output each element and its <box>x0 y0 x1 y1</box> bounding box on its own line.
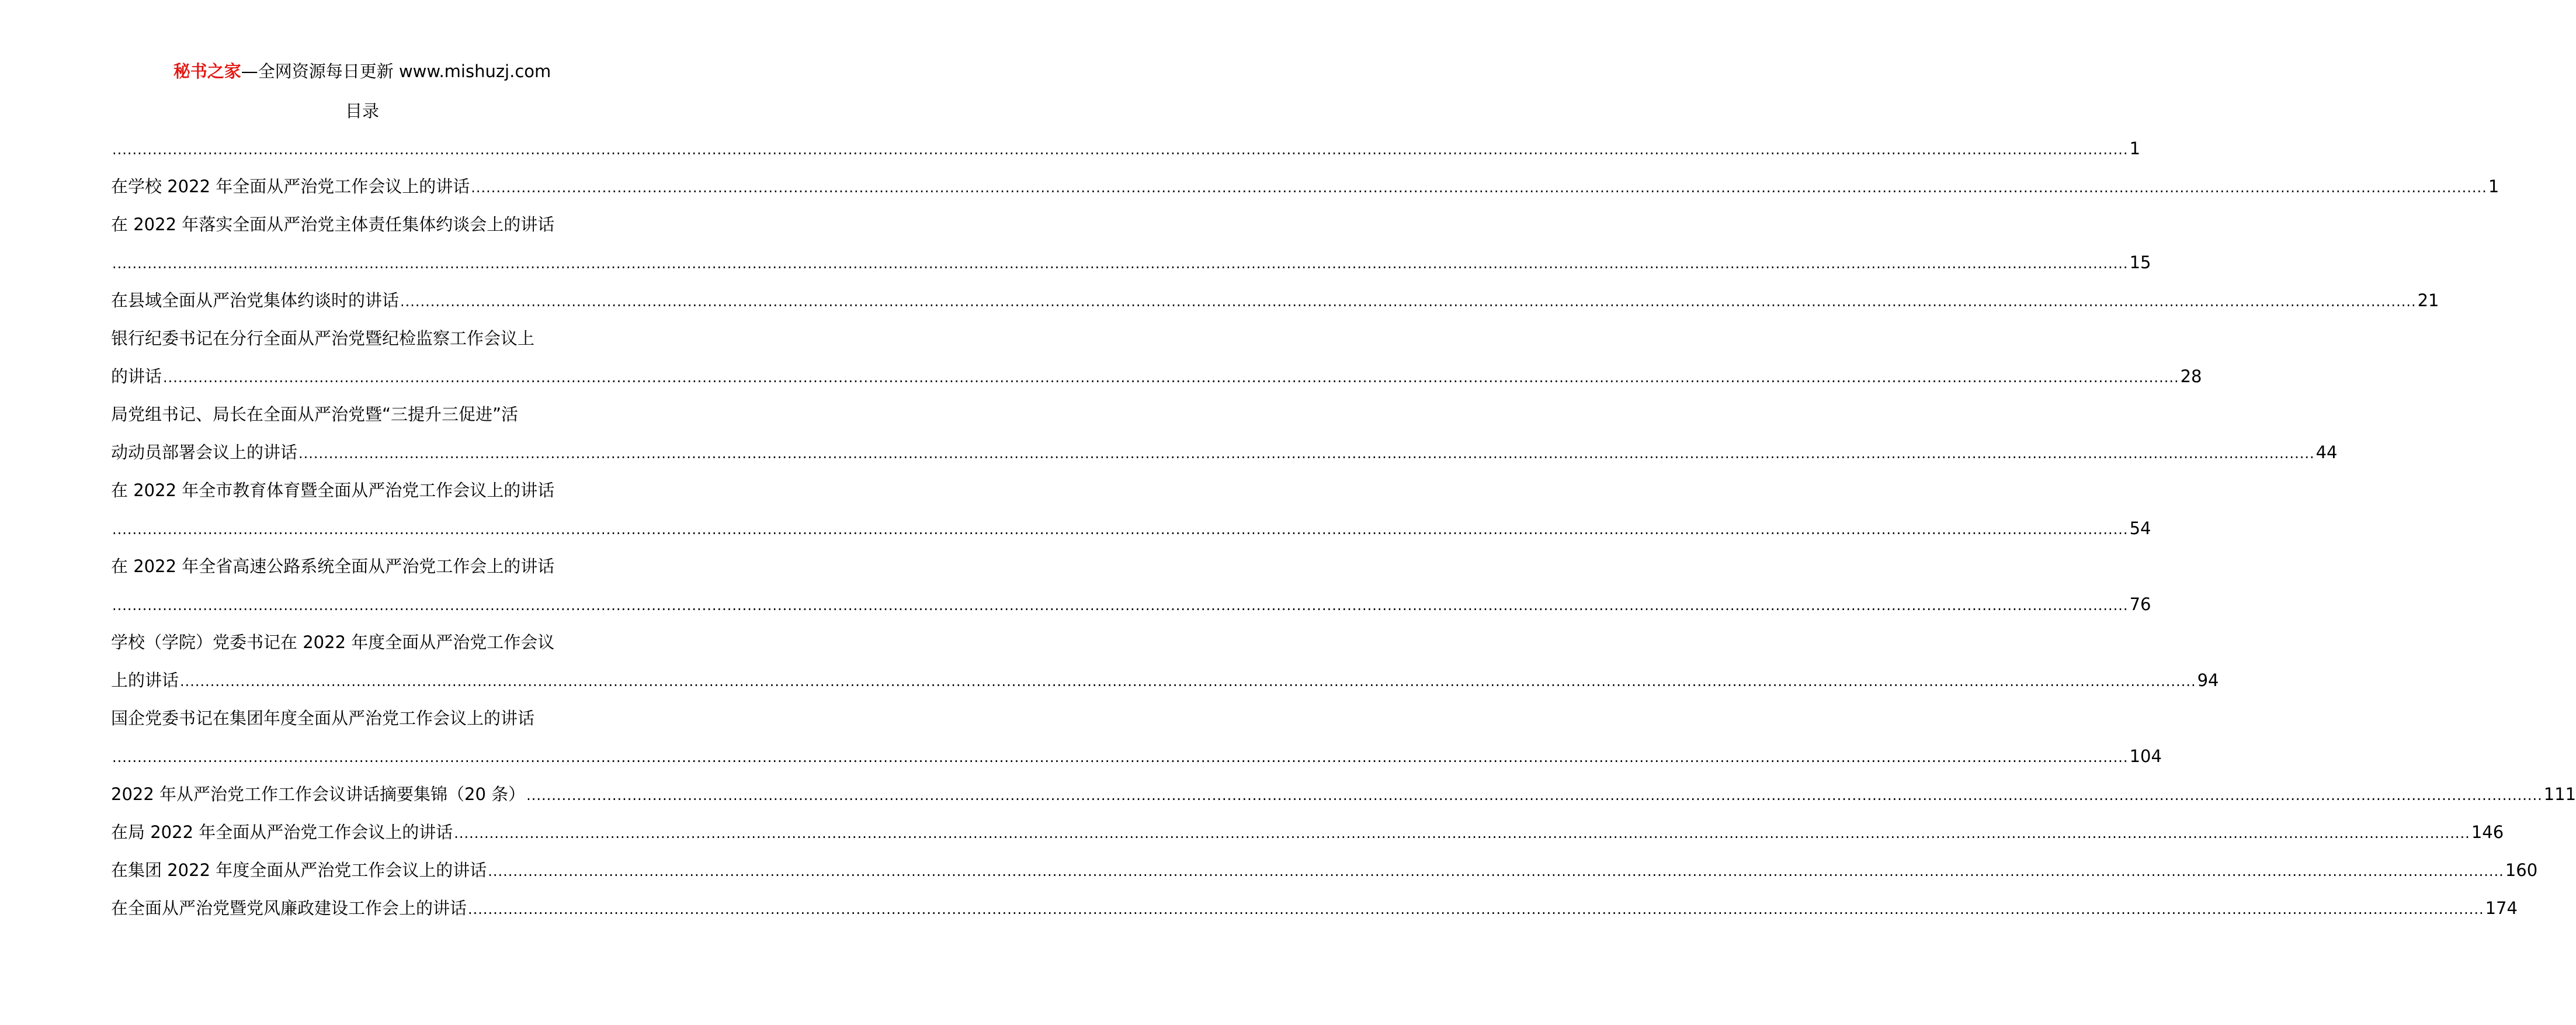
toc-entry[interactable] <box>111 889 2518 927</box>
toc-line <box>111 320 617 358</box>
toc-entry-text: 在 2022 年全省高速公路系统全面从严治党工作会上的讲话 <box>111 556 555 576</box>
toc-page-number: 28 <box>2180 366 2202 386</box>
toc-entry[interactable] <box>111 206 2151 282</box>
toc-entry-text: 2022 年从严治党工作工作会议讲话摘要集锦（20 条） <box>111 784 526 804</box>
toc-entry-text: 在 2022 年全市教育体育暨全面从严治党工作会议上的讲话 <box>111 480 555 500</box>
toc-entry-text: 在 2022 年落实全面从严治党主体责任集体约谈会上的讲话 <box>111 214 555 234</box>
toc-entry-text: 银行纪委书记在分行全面从严治党暨纪检监察工作会议上 <box>111 328 535 348</box>
toc-entry[interactable] <box>111 320 2202 396</box>
toc-line <box>111 662 2219 700</box>
toc-page-number: 160 <box>2505 860 2538 880</box>
dot-leader: ................................................................................................................................................................................................................................................................................................................................................................................................................ <box>526 787 2543 804</box>
toc-line <box>111 206 617 244</box>
toc-page-number: 15 <box>2129 252 2151 272</box>
brand-name: 秘书之家 <box>173 61 241 81</box>
toc-title: 目录 <box>345 101 379 121</box>
toc-entry-text-cont: 上的讲话 <box>111 670 179 690</box>
toc-line <box>111 130 2141 168</box>
toc-line <box>111 700 617 737</box>
toc-page-number: 174 <box>2485 898 2518 918</box>
dot-leader: ................................................................................................................................................................................................................................................................................................................................................................................................................ <box>298 445 2315 462</box>
toc-page-number: 21 <box>2417 290 2439 310</box>
toc-entry[interactable] <box>111 548 2151 624</box>
toc-entry[interactable] <box>111 813 2504 851</box>
dot-leader: ................................................................................................................................................................................................................................................................................................................................................................................................................ <box>163 369 2179 386</box>
toc-line <box>111 472 617 510</box>
dot-leader: ................................................................................................................................................................................................................................................................................................................................................................................................................ <box>112 597 2129 614</box>
dot-leader: ................................................................................................................................................................................................................................................................................................................................................................................................................ <box>112 255 2129 272</box>
toc-line <box>111 168 2499 206</box>
toc-entry[interactable] <box>111 624 2219 700</box>
toc-entry-text: 学校（学院）党委书记在 2022 年度全面从严治党工作会议 <box>111 632 555 652</box>
dot-leader: ................................................................................................................................................................................................................................................................................................................................................................................................................ <box>112 521 2129 538</box>
toc-page-number: 1 <box>2488 176 2499 196</box>
dot-leader: ................................................................................................................................................................................................................................................................................................................................................................................................................ <box>112 141 2129 158</box>
toc-entry[interactable] <box>111 130 2141 168</box>
table-of-contents <box>111 130 2576 927</box>
toc-line <box>111 813 2504 851</box>
toc-line <box>111 244 2151 282</box>
toc-entry-text: 在全面从严治党暨党风廉政建设工作会上的讲话 <box>111 898 467 918</box>
toc-line <box>111 889 2518 927</box>
toc-entry-text: 在学校 2022 年全面从严治党工作会议上的讲话 <box>111 176 470 196</box>
toc-page-number: 104 <box>2129 746 2162 766</box>
toc-page-number: 54 <box>2129 518 2151 538</box>
toc-entry[interactable] <box>111 775 2576 813</box>
toc-line <box>111 358 2202 396</box>
toc-entry-text: 在县域全面从严治党集体约谈时的讲话 <box>111 290 400 310</box>
toc-line <box>111 396 617 434</box>
toc-entry[interactable] <box>111 472 2151 548</box>
toc-line <box>111 586 2151 624</box>
toc-line <box>111 851 2538 889</box>
toc-entry[interactable] <box>111 851 2538 889</box>
toc-line <box>111 510 2151 548</box>
toc-entry-text: 在集团 2022 年度全面从严治党工作会议上的讲话 <box>111 860 487 880</box>
toc-page-number: 44 <box>2315 442 2338 462</box>
toc-entry-text: 局党组书记、局长在全面从严治党暨“三提升三促进”活 <box>111 404 519 424</box>
toc-entry-text: 国企党委书记在集团年度全面从严治党工作会议上的讲话 <box>111 708 535 728</box>
header-tagline: —全网资源每日更新 www.mishuzj.com <box>241 61 551 81</box>
toc-entry-text-cont: 动动员部署会议上的讲话 <box>111 442 298 462</box>
toc-entry[interactable] <box>111 700 2162 775</box>
toc-entry[interactable] <box>111 168 2499 206</box>
toc-line <box>111 434 2338 472</box>
dot-leader: ................................................................................................................................................................................................................................................................................................................................................................................................................ <box>471 179 2487 196</box>
toc-page-number: 111 <box>2543 784 2576 804</box>
toc-line <box>111 282 2439 320</box>
dot-leader: ................................................................................................................................................................................................................................................................................................................................................................................................................ <box>400 293 2417 310</box>
toc-page-number: 76 <box>2129 594 2151 614</box>
toc-line <box>111 775 2576 813</box>
toc-page-number: 146 <box>2471 822 2504 842</box>
toc-entry[interactable] <box>111 396 2338 472</box>
toc-line <box>111 624 617 662</box>
dot-leader: ................................................................................................................................................................................................................................................................................................................................................................................................................ <box>488 863 2504 879</box>
dot-leader: ................................................................................................................................................................................................................................................................................................................................................................................................................ <box>180 673 2196 690</box>
dot-leader: ................................................................................................................................................................................................................................................................................................................................................................................................................ <box>468 901 2484 917</box>
toc-entry-text-cont: 的讲话 <box>111 366 162 386</box>
dot-leader: ................................................................................................................................................................................................................................................................................................................................................................................................................ <box>454 825 2470 842</box>
toc-page-number: 1 <box>2129 138 2141 158</box>
toc-line <box>111 548 617 586</box>
toc-entry[interactable] <box>111 282 2439 320</box>
toc-line <box>111 737 2162 775</box>
dot-leader: ................................................................................................................................................................................................................................................................................................................................................................................................................ <box>112 749 2129 766</box>
toc-entry-text: 在局 2022 年全面从严治党工作会议上的讲话 <box>111 822 453 842</box>
toc-page-number: 94 <box>2197 670 2219 690</box>
page-header <box>0 60 724 83</box>
